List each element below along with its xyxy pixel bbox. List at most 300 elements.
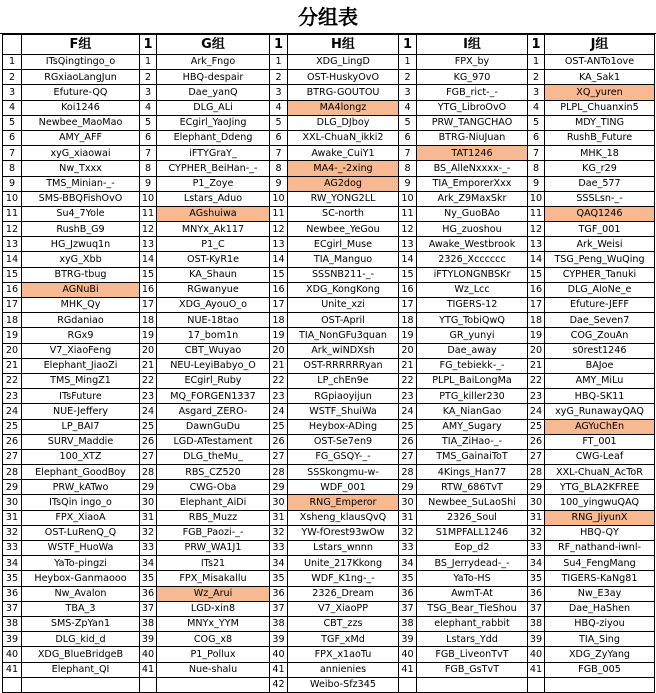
player-name: TAT1246: [417, 146, 528, 161]
player-name: WDF_K1ng-_-: [288, 571, 399, 586]
player-name: SURV_Maddie: [22, 434, 140, 449]
player-name: s0rest1246: [545, 343, 655, 358]
table-row: [3, 267, 655, 282]
table-row: [3, 191, 655, 206]
player-name: ITs21: [157, 556, 270, 571]
player-name: AGshuiwa: [157, 206, 270, 221]
seat-number: 9: [270, 176, 288, 191]
player-name: Elephant_AiDi: [157, 495, 270, 510]
table-row: [3, 419, 655, 434]
player-name: Ark_Z9MaxSkr: [417, 191, 528, 206]
player-name: SMS-ZpYan1: [22, 616, 140, 631]
seat-number: 35: [3, 571, 22, 586]
player-name: HG_zuoshou: [417, 222, 528, 237]
player-name: [417, 677, 528, 692]
player-name: Su4_FengMang: [545, 556, 655, 571]
seat-number: 29: [399, 480, 417, 495]
seat-number: 26: [528, 434, 545, 449]
seat-number: 4: [270, 100, 288, 115]
seat-number: 18: [528, 313, 545, 328]
player-name: TIA_ZiHao-_-: [417, 434, 528, 449]
seat-number: 4: [399, 100, 417, 115]
seat-number: 25: [140, 419, 157, 434]
seat-number: 4: [528, 100, 545, 115]
player-name: PLPL_Chuanxin5: [545, 100, 655, 115]
player-name: TIA_Manguo: [288, 252, 399, 267]
player-name: CBT_Wuyao: [157, 343, 270, 358]
seat-number: 14: [140, 252, 157, 267]
seat-number: 36: [270, 586, 288, 601]
seat-number: 40: [270, 647, 288, 662]
seat-number: 28: [528, 465, 545, 480]
table-row: [3, 389, 655, 404]
seat-number: 30: [3, 495, 22, 510]
seat-number: 27: [399, 449, 417, 464]
player-name: RF_nathand-iwnl-: [545, 541, 655, 556]
seat-number: 28: [3, 465, 22, 480]
seat-number: 34: [270, 556, 288, 571]
player-name: FG_tebiekk-_-: [417, 358, 528, 373]
player-name: Awake_Westbrook: [417, 237, 528, 252]
seat-number: 38: [3, 616, 22, 631]
player-name: TIGERS-KaNg81: [545, 571, 655, 586]
player-name: PRW_kATwo: [22, 480, 140, 495]
seat-number: 30: [140, 495, 157, 510]
table-row: [3, 146, 655, 161]
player-name: FGB_GsTvT: [417, 662, 528, 677]
seat-number: 15: [528, 267, 545, 282]
seat-number: 15: [3, 267, 22, 282]
player-name: KA_NianGao: [417, 404, 528, 419]
player-name: Dae_HaShen: [545, 601, 655, 616]
table-row: [3, 586, 655, 601]
player-name: Elephant_JiaoZi: [22, 358, 140, 373]
seat-number: 7: [399, 146, 417, 161]
player-name: BTRG-GOUTOU: [288, 85, 399, 100]
seat-number: 10: [528, 191, 545, 206]
group-table: [2, 34, 655, 693]
player-name: [157, 677, 270, 692]
seat-number: 2: [399, 70, 417, 85]
player-name: DLG_theMu_: [157, 449, 270, 464]
seat-number: 40: [140, 647, 157, 662]
player-name: Nue-shalu: [157, 662, 270, 677]
seat-number: 19: [528, 328, 545, 343]
seat-number: 5: [140, 115, 157, 130]
seat-number: 5: [270, 115, 288, 130]
player-name: YaTo-HS: [417, 571, 528, 586]
player-name: 2326_Dream: [288, 586, 399, 601]
player-name: Lstars_Aduo: [157, 191, 270, 206]
seat-number: 36: [3, 586, 22, 601]
group-name-header: F组: [22, 35, 140, 55]
seat-number: 35: [399, 571, 417, 586]
table-row: [3, 616, 655, 631]
table-row: [3, 434, 655, 449]
player-name: OST-LuRenQ_Q: [22, 525, 140, 540]
player-name: [22, 677, 140, 692]
seat-number: 9: [528, 176, 545, 191]
player-name: OST-April: [288, 313, 399, 328]
player-name: BS_AlleNxxxx-_-: [417, 161, 528, 176]
player-name: YTG_TobiQwQ: [417, 313, 528, 328]
seat-number: 22: [3, 373, 22, 388]
player-name: AGYuChEn: [545, 419, 655, 434]
seat-number: 31: [399, 510, 417, 525]
seat-number: 22: [270, 373, 288, 388]
seat-number: 27: [3, 449, 22, 464]
player-name: FPX_Misakallu: [157, 571, 270, 586]
seat-number: 19: [399, 328, 417, 343]
seat-number: 23: [270, 389, 288, 404]
table-row: [3, 328, 655, 343]
table-row: [3, 510, 655, 525]
seat-number: 38: [399, 616, 417, 631]
seat-number: 9: [3, 176, 22, 191]
table-row: [3, 358, 655, 373]
seat-number: 20: [3, 343, 22, 358]
group-name-header: I组: [417, 35, 528, 55]
table-row: [3, 632, 655, 647]
table-row: [3, 480, 655, 495]
player-name: FGB_LiveonTvT: [417, 647, 528, 662]
seat-number: 41: [140, 662, 157, 677]
seat-number: 32: [528, 525, 545, 540]
seat-number: 12: [3, 222, 22, 237]
player-name: RNG_Emperor: [288, 495, 399, 510]
player-name: Unite_217Kkong: [288, 556, 399, 571]
player-name: XDG_BlueBridgeB: [22, 647, 140, 662]
player-name: YTG_BLA2KFREE: [545, 480, 655, 495]
seat-number: 1: [3, 55, 22, 70]
seat-number: 26: [140, 434, 157, 449]
player-name: Xsheng_klausQvQ: [288, 510, 399, 525]
seat-number: 39: [270, 632, 288, 647]
player-name: Awake_CuiY1: [288, 146, 399, 161]
seat-number: 29: [528, 480, 545, 495]
player-name: HBQ-despair: [157, 70, 270, 85]
seat-number: 3: [528, 85, 545, 100]
seat-number: 2: [140, 70, 157, 85]
player-name: TMS_Minian-_-: [22, 176, 140, 191]
seat-number: 1: [270, 55, 288, 70]
player-name: CYPHER_BeiHan-_-: [157, 161, 270, 176]
seat-number: 19: [3, 328, 22, 343]
seat-number: 26: [3, 434, 22, 449]
seat-number: 14: [3, 252, 22, 267]
player-name: Lstars_Ydd: [417, 632, 528, 647]
table-row: [3, 601, 655, 616]
player-name: RushB_G9: [22, 222, 140, 237]
player-name: xyG_xiaowai: [22, 146, 140, 161]
seat-number: [3, 677, 22, 692]
seat-number: 17: [3, 298, 22, 313]
player-name: 100_yingwuQAQ: [545, 495, 655, 510]
seat-number: 29: [3, 480, 22, 495]
player-name: DLG_ALi: [157, 100, 270, 115]
seat-number: 13: [399, 237, 417, 252]
player-name: xyG_RunawayQAQ: [545, 404, 655, 419]
seat-number: 26: [399, 434, 417, 449]
player-name: QAQ1246: [545, 206, 655, 221]
seat-number: 22: [399, 373, 417, 388]
seat-number: 30: [270, 495, 288, 510]
seat-number: 33: [528, 541, 545, 556]
player-name: SC-north: [288, 206, 399, 221]
player-name: HBQ-SK11: [545, 389, 655, 404]
seat-number: 31: [270, 510, 288, 525]
player-name: MNYx_Ak117: [157, 222, 270, 237]
seat-number: 16: [399, 282, 417, 297]
player-name: NUE-Jeffery: [22, 404, 140, 419]
player-name: Newbee_SuLaoShi: [417, 495, 528, 510]
player-name: 4Kings_Han77: [417, 465, 528, 480]
seat-number: 5: [399, 115, 417, 130]
player-name: GR_yunyi: [417, 328, 528, 343]
seat-number: 32: [140, 525, 157, 540]
table-row: [3, 525, 655, 540]
player-name: Elephant_Ddeng: [157, 130, 270, 145]
seat-number: 13: [270, 237, 288, 252]
player-name: Heybox-ADing: [288, 419, 399, 434]
player-name: KG_r29: [545, 161, 655, 176]
seat-number: 12: [399, 222, 417, 237]
table-row: [3, 313, 655, 328]
seat-number: 3: [3, 85, 22, 100]
seat-number: 1: [140, 55, 157, 70]
seat-number: 27: [140, 449, 157, 464]
seat-number: 16: [528, 282, 545, 297]
player-name: Heybox-Ganmaooo: [22, 571, 140, 586]
seat-number: 10: [3, 191, 22, 206]
player-name: AMY_AFF: [22, 130, 140, 145]
seat-number: 39: [528, 632, 545, 647]
seat-number: 41: [3, 662, 22, 677]
player-name: RGwanyue: [157, 282, 270, 297]
player-name: AwmT-At: [417, 586, 528, 601]
player-name: RW_YONG2LL: [288, 191, 399, 206]
seat-number: 21: [270, 358, 288, 373]
seat-number: [528, 677, 545, 692]
seat-number: 20: [528, 343, 545, 358]
seat-number: 34: [140, 556, 157, 571]
seat-number: 37: [3, 601, 22, 616]
seat-number: 38: [140, 616, 157, 631]
seat-number: 8: [399, 161, 417, 176]
player-name: TSG_Peng_WuQing: [545, 252, 655, 267]
player-name: Asgard_ZERO-: [157, 404, 270, 419]
player-name: YW-fOrest93wOw: [288, 525, 399, 540]
player-name: AMY_Sugary: [417, 419, 528, 434]
seat-number: 11: [270, 206, 288, 221]
seat-number: 27: [270, 449, 288, 464]
player-name: HG_Jzwuq1n: [22, 237, 140, 252]
seat-number: 2: [270, 70, 288, 85]
seat-number: 35: [528, 571, 545, 586]
player-name: Efuture-QQ: [22, 85, 140, 100]
table-row: [3, 343, 655, 358]
player-name: Dae_yanQ: [157, 85, 270, 100]
player-name: FPX_by: [417, 55, 528, 70]
player-name: FG_GSQY-_-: [288, 449, 399, 464]
seat-number: 5: [3, 115, 22, 130]
seat-number: 40: [3, 647, 22, 662]
player-name: RBS_CZ520: [157, 465, 270, 480]
seat-number: 40: [528, 647, 545, 662]
player-name: V7_XiaoFeng: [22, 343, 140, 358]
seat-number: 13: [3, 237, 22, 252]
seat-number: 24: [399, 404, 417, 419]
table-row: [3, 206, 655, 221]
seat-number: 25: [528, 419, 545, 434]
seat-number: 29: [270, 480, 288, 495]
player-name: PRW_TANGCHAO: [417, 115, 528, 130]
seat-number: 23: [528, 389, 545, 404]
player-name: TBA_3: [22, 601, 140, 616]
seat-number: 35: [140, 571, 157, 586]
player-name: Elephant_QI: [22, 662, 140, 677]
seat-number: 37: [528, 601, 545, 616]
player-name: TIA_NonGFu3quan: [288, 328, 399, 343]
player-name: RNG_JiyunX: [545, 510, 655, 525]
seat-number: 31: [3, 510, 22, 525]
player-name: YaTo-pingzi: [22, 556, 140, 571]
seat-number: 11: [399, 206, 417, 221]
seat-number: 15: [399, 267, 417, 282]
group-count-header: 1: [270, 35, 288, 55]
player-name: OST-RRRRRRyan: [288, 358, 399, 373]
table-row: [3, 70, 655, 85]
seat-number: 14: [528, 252, 545, 267]
player-name: CWG-Oba: [157, 480, 270, 495]
player-name: AGNuBi: [22, 282, 140, 297]
seat-number: 20: [399, 343, 417, 358]
player-name: Weibo-Sfz345: [288, 677, 399, 692]
seat-number: 16: [140, 282, 157, 297]
seat-number: 38: [270, 616, 288, 631]
player-name: SSSNB211-_-: [288, 267, 399, 282]
group-name-header: G组: [157, 35, 270, 55]
seat-number: 31: [528, 510, 545, 525]
seat-number: 36: [399, 586, 417, 601]
seat-number: 2: [528, 70, 545, 85]
seat-number: 2: [3, 70, 22, 85]
seat-number: 28: [140, 465, 157, 480]
seat-number: 41: [270, 662, 288, 677]
seat-number: 18: [270, 313, 288, 328]
player-name: WSTF_ShuiWa: [288, 404, 399, 419]
seat-number: 40: [399, 647, 417, 662]
player-name: MQ_FORGEN1337: [157, 389, 270, 404]
player-name: ECgirl_YaoJing: [157, 115, 270, 130]
player-name: COG_ZouAn: [545, 328, 655, 343]
table-row: [3, 161, 655, 176]
header-row: [3, 35, 655, 55]
player-name: TMS_MingZ1: [22, 373, 140, 388]
player-name: ITsQingtingo_o: [22, 55, 140, 70]
player-name: KA_Shaun: [157, 267, 270, 282]
seat-number: 33: [270, 541, 288, 556]
player-name: NUE-18tao: [157, 313, 270, 328]
player-name: Ark_Fngo: [157, 55, 270, 70]
player-name: Ark_wiNDXsh: [288, 343, 399, 358]
player-name: XXL-ChuaN_ikki2: [288, 130, 399, 145]
seat-number: 35: [270, 571, 288, 586]
table-row: [3, 677, 655, 692]
player-name: Efuture-JEFF: [545, 298, 655, 313]
player-name: RGdaniao: [22, 313, 140, 328]
table-row: [3, 647, 655, 662]
seat-number: 29: [140, 480, 157, 495]
player-name: OST-HuskyOvO: [288, 70, 399, 85]
player-name: S1MPFALL1246: [417, 525, 528, 540]
seat-number: 39: [140, 632, 157, 647]
table-row: [3, 495, 655, 510]
seat-number: 6: [270, 130, 288, 145]
seat-number: 18: [3, 313, 22, 328]
player-name: DawnGuDu: [157, 419, 270, 434]
player-name: TIA_Sing: [545, 632, 655, 647]
group-name-header: J组: [545, 35, 655, 55]
player-name: OST-ANTo1ove: [545, 55, 655, 70]
seat-number: 14: [399, 252, 417, 267]
player-name: Nw_Txxx: [22, 161, 140, 176]
seat-number: 33: [3, 541, 22, 556]
table-row: [3, 222, 655, 237]
table-row: [3, 252, 655, 267]
seat-number: 7: [3, 146, 22, 161]
seat-number: 26: [270, 434, 288, 449]
player-name: FGB_005: [545, 662, 655, 677]
player-name: ITsFuture: [22, 389, 140, 404]
seat-number: 8: [270, 161, 288, 176]
player-name: xyG_Xbb: [22, 252, 140, 267]
player-name: Nw_Avalon: [22, 586, 140, 601]
seat-number: 10: [399, 191, 417, 206]
player-name: LGD-xin8: [157, 601, 270, 616]
seat-number: 37: [270, 601, 288, 616]
seat-number: 15: [270, 267, 288, 282]
seat-number: 25: [399, 419, 417, 434]
seat-number: 34: [528, 556, 545, 571]
header-blank: [3, 35, 22, 55]
player-name: LGD-ATestament: [157, 434, 270, 449]
player-name: RBS_Muzz: [157, 510, 270, 525]
seat-number: 36: [528, 586, 545, 601]
player-name: [545, 677, 655, 692]
seat-number: 17: [140, 298, 157, 313]
player-name: Lstars_wnnn: [288, 541, 399, 556]
player-name: DLG_DJboy: [288, 115, 399, 130]
seat-number: 12: [528, 222, 545, 237]
group-count-header: 1: [399, 35, 417, 55]
seat-number: 13: [140, 237, 157, 252]
table-row: [3, 541, 655, 556]
seat-number: 32: [399, 525, 417, 540]
table-row: [3, 556, 655, 571]
player-name: FGB_rict-_-: [417, 85, 528, 100]
player-name: BAJoe: [545, 358, 655, 373]
seat-number: 19: [140, 328, 157, 343]
seat-number: 3: [399, 85, 417, 100]
player-name: FGB_Paozi-_-: [157, 525, 270, 540]
player-name: annienies: [288, 662, 399, 677]
player-name: ITsQin ingo_o: [22, 495, 140, 510]
player-name: Wz_Lcc: [417, 282, 528, 297]
player-name: iFTYGraY_: [157, 146, 270, 161]
table-row: [3, 449, 655, 464]
player-name: PTG_killer230: [417, 389, 528, 404]
